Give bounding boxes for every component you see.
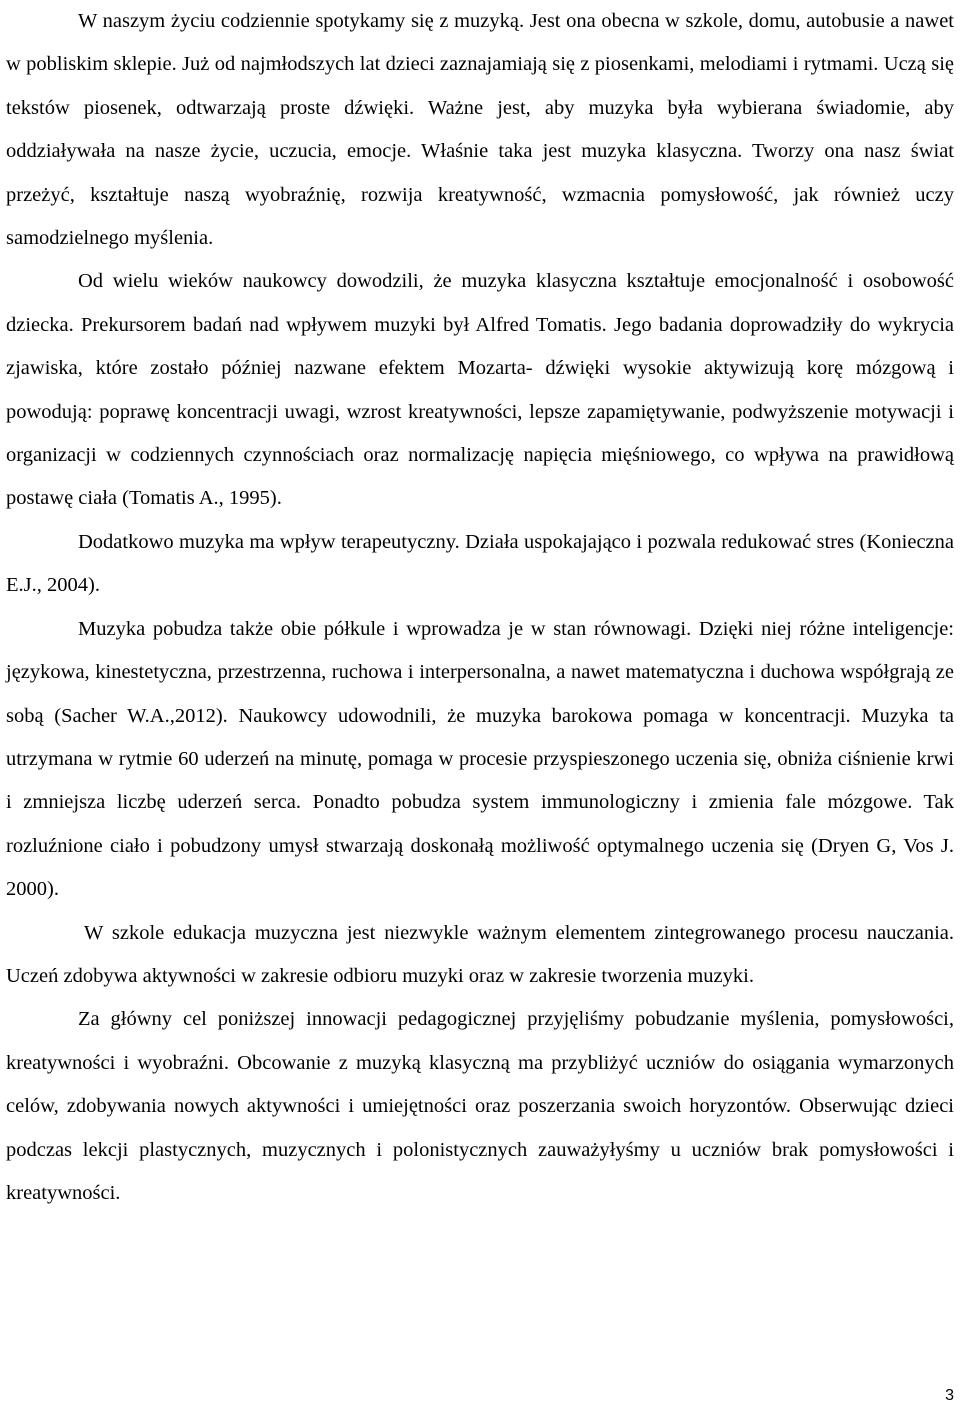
paragraph-1: W naszym życiu codziennie spotykamy się z muzyką. Jest ona obecna w szkole, domu, autobusie a nawet w pobliskim sklepie. Już od najmłodszych lat dzieci zaznajamiają się z piosenkami, melodiami i rytmami. Uczą się tekstów piosenek, odtwarzają proste dźwięki. Ważne jest, aby muzyka była wybierana świadomie, aby oddziaływała na nasze życie, uczucia, emocje. Właśnie taka jest muzyka klasyczna. Tworzy ona nasz świat przeżyć, kształtuje naszą wyobraźnię, rozwija kreatywność, wzmacnia pomysłowość, jak również uczy samodzielnego myślenia. [6, 10, 954, 250]
page-number: 3 [945, 1387, 954, 1404]
paragraph-4: Muzyka pobudza także obie półkule i wprowadza je w stan równowagi. Dzięki niej różne inteligencje: językowa, kinestetyczna, przestrzenna, ruchowa i interpersonalna, a nawet matematyczna i duchowa współgrają ze sobą (Sacher W.A.,2012). Naukowcy udowodnili, że muzyka barokowa pomaga w koncentracji. Muzyka ta utrzymana w rytmie 60 uderzeń na minutę, pomaga w procesie przyspieszonego uczenia się, obniża ciśnienie krwi i zmniejsza liczbę uderzeń serca. Ponadto pobudza system immunologiczny i zmienia fale mózgowe. Tak rozluźnione ciało i pobudzony umysł stwarzają doskonałą możliwość optymalnego uczenia się (Dryen G, Vos J. 2000). [6, 617, 954, 901]
paragraph-6: Za główny cel poniższej innowacji pedagogicznej przyjęliśmy pobudzanie myślenia, pomysłowości, kreatywności i wyobraźni. Obcowanie z muzyką klasyczną ma przybliżyć uczniów do osiągania wymarzonych celów, zdobywania nowych aktywności i umiejętności oraz poszerzania swoich horyzontów. Obserwując dzieci podczas lekcji plastycznych, muzycznych i polonistycznych zauważyłyśmy u uczniów brak pomysłowości i kreatywności. [6, 1008, 954, 1204]
paragraph-5: W szkole edukacja muzyczna jest niezwykle ważnym elementem zintegrowanego procesu nauczania. Uczeń zdobywa aktywności w zakresie odbioru muzyki oraz w zakresie tworzenia muzyki. [6, 921, 954, 987]
document-body [6, 0, 954, 1215]
paragraph-3: Dodatkowo muzyka ma wpływ terapeutyczny. Działa uspokajająco i pozwala redukować stres (Konieczna E.J., 2004). [6, 530, 954, 597]
paragraph-2: Od wielu wieków naukowcy dowodzili, że muzyka klasyczna kształtuje emocjonalność i osobowość dziecka. Prekursorem badań nad wpływem muzyki był Alfred Tomatis. Jego badania doprowadziły do wykrycia zjawiska, które zostało później nazwane efektem Mozarta- dźwięki wysokie aktywizują korę mózgową i powodują: poprawę koncentracji uwagi, wzrost kreatywności, lepsze zapamiętywanie, podwyższenie motywacji i organizacji w codziennych czynnościach oraz normalizację napięcia mięśniowego, co wpływa na prawidłową postawę ciała (Tomatis A., 1995). [6, 270, 954, 510]
